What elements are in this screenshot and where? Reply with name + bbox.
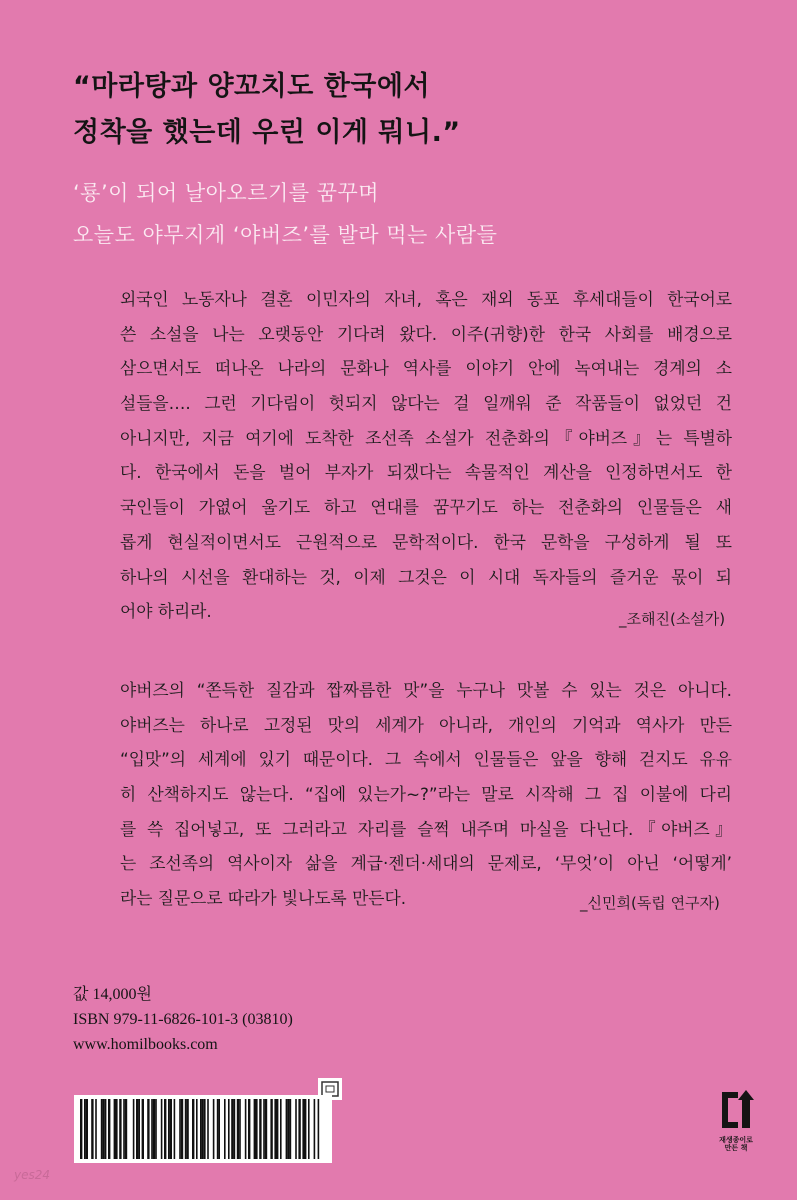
barcode-bar <box>136 1099 138 1159</box>
review-line: 야버즈의 “쫀득한 질감과 짭짜름한 맛”을 누구나 맛볼 수 있는 것은 아니다. <box>120 680 732 700</box>
review-line: 아니지만, 지금 여기에 도착한 조선족 소설가 전춘화의『야버즈』는 특별하 <box>120 427 732 448</box>
review-1-credit: _조해진(소설가) <box>619 610 726 628</box>
barcode-bar <box>287 1099 289 1159</box>
barcode-bar <box>142 1099 144 1159</box>
review-line: 롭게 현실적이면서도 근원적으로 문학적이다. 한국 문학을 구성하게 될 또 <box>120 531 732 552</box>
barcode-bar <box>245 1099 247 1159</box>
barcode-bar <box>125 1099 127 1159</box>
review-line: 야버즈는 하나로 고정된 맛의 세계가 아니라, 개인의 기억과 역사가 만든 <box>120 714 732 735</box>
review-line: 는 조선족의 역사이자 삶을 계급·젠더·세대의 문제로, ‘무엇’이 아닌 ‘어떻게’ <box>120 853 732 874</box>
barcode-bar <box>181 1099 183 1159</box>
barcode-bar <box>298 1099 300 1159</box>
review-2-credit: _신민희(독립 연구자) <box>580 894 720 912</box>
barcode-bar <box>254 1099 256 1159</box>
barcode-bar <box>213 1099 215 1159</box>
barcode-bar <box>265 1099 267 1159</box>
isbn: ISBN 979-11-6826-101-3 (03810) <box>73 1011 293 1028</box>
barcode-bar <box>155 1099 157 1159</box>
barcode-bar <box>314 1099 316 1159</box>
review-line: 외국인 노동자나 결혼 이민자의 자녀, 혹은 재외 동포 후세대들이 한국어로 <box>120 289 732 309</box>
barcode-bar <box>259 1099 261 1159</box>
barcode-bar <box>318 1099 320 1159</box>
headline-line-2: 정착을 했는데 우린 이게 뭐니.” <box>73 117 461 148</box>
barcode-bar <box>280 1099 282 1159</box>
barcode-bar <box>168 1099 170 1159</box>
barcode-bar <box>108 1099 110 1159</box>
recycle-label-1: 재생종이로 <box>719 1136 753 1144</box>
barcode-bar <box>224 1099 226 1159</box>
barcode-bar <box>270 1099 272 1159</box>
barcode-bar <box>263 1099 265 1159</box>
barcode-bar <box>101 1099 103 1159</box>
review-line: 라는 질문으로 따라가 빛나도록 만든다. <box>120 888 407 909</box>
barcode-bar <box>248 1099 250 1159</box>
review-line: “입맛”의 세계에 있기 때문이다. 그 속에서 인물들은 앞을 향해 걷지도 유유 <box>120 749 732 770</box>
website: www.homilbooks.com <box>73 1036 218 1053</box>
barcode-bar <box>237 1099 239 1159</box>
recycle-mark <box>710 1088 762 1152</box>
barcode-bar <box>95 1099 97 1159</box>
review-line: 히 산책하지도 않는다. “집에 있는가~?”라는 말로 시작해 그 집 이불에 다리 <box>120 784 732 805</box>
barcode-bar <box>151 1099 153 1159</box>
barcode-bar <box>200 1099 202 1159</box>
review-line: 를 쓱 집어넣고, 또 그러라고 자리를 슬쩍 내주며 마실을 다닌다.『야버즈』 <box>120 818 732 839</box>
review-1 <box>120 282 732 629</box>
barcode-bar <box>138 1099 140 1159</box>
barcode-bar <box>105 1099 107 1159</box>
barcode-bar <box>239 1099 241 1159</box>
barcode-bar <box>119 1099 121 1159</box>
barcode-bar <box>207 1099 209 1159</box>
recycled-paper-icon <box>716 1088 756 1132</box>
barcode-bar <box>86 1099 88 1159</box>
subheadline-line-1: ‘룡’이 되어 날아오르기를 꿈꾸며 <box>73 181 380 205</box>
barcode-bar <box>123 1099 125 1159</box>
barcode-bar <box>196 1099 198 1159</box>
book-info <box>73 982 293 1057</box>
barcode-bar <box>304 1099 306 1159</box>
barcode-bar <box>147 1099 149 1159</box>
barcode-bar <box>290 1099 292 1159</box>
barcode-bar <box>161 1099 163 1159</box>
barcode-bar <box>231 1099 233 1159</box>
review-line: 국인들이 가엾어 울기도 하고 연대를 꿈꾸기도 하는 전춘화의 인물들은 새 <box>120 497 732 518</box>
barcode-bar <box>286 1099 288 1159</box>
barcode-bar <box>102 1099 104 1159</box>
barcode-bar <box>202 1099 204 1159</box>
barcode-bar <box>276 1099 278 1159</box>
barcode-bar <box>256 1099 258 1159</box>
watermark: yes24 <box>14 1168 51 1182</box>
barcode-bar <box>164 1099 166 1159</box>
review-line: 하나의 시선을 환대하는 것, 이제 그것은 이 시대 독자들의 즐거운 몫이 되 <box>120 566 732 587</box>
barcode-bar <box>234 1099 236 1159</box>
barcode-bar <box>192 1099 194 1159</box>
barcode-bar <box>218 1099 220 1159</box>
barcode-bar <box>133 1099 135 1159</box>
barcode-bar <box>116 1099 118 1159</box>
barcode-bar <box>174 1099 176 1159</box>
review-2 <box>120 673 732 916</box>
subheadline-line-2: 오늘도 야무지게 ‘야버즈’를 발라 먹는 사람들 <box>73 223 498 247</box>
barcode-bar <box>80 1099 82 1159</box>
barcode-bar <box>114 1099 116 1159</box>
barcode-bar <box>179 1099 181 1159</box>
barcode-bar <box>170 1099 172 1159</box>
barcode-bar <box>295 1099 297 1159</box>
barcode-bar <box>274 1099 276 1159</box>
barcode-bar <box>203 1099 205 1159</box>
barcode-bar <box>185 1099 187 1159</box>
barcode-bar <box>302 1099 304 1159</box>
barcode-bar <box>186 1099 188 1159</box>
review-line: 다. 한국에서 돈을 벌어 부자가 되겠다는 속물적인 계산을 인정하면서도 한 <box>120 462 732 483</box>
recycle-label-2: 만든 책 <box>724 1144 748 1152</box>
barcode-bar <box>217 1099 219 1159</box>
review-line: 설들을…. 그런 기다림이 헛되지 않다는 걸 일깨워 준 작품들이 없었던 건 <box>120 393 732 414</box>
barcode-bar <box>153 1099 155 1159</box>
review-line: 쓴 소설을 나는 오랫동안 기다려 왔다. 이주(귀향)한 한국 사회를 배경으로 <box>120 323 732 344</box>
headline <box>73 64 461 156</box>
review-line: 삼으면서도 떠나온 나라의 문화나 역사를 이야기 안에 녹여내는 경계의 소 <box>120 358 732 379</box>
subheadline <box>73 172 497 256</box>
headline-line-1: “마라탕과 양꼬치도 한국에서 <box>73 71 431 102</box>
barcode-bar <box>308 1099 310 1159</box>
barcode-bar <box>228 1099 230 1159</box>
barcode-bar <box>84 1099 86 1159</box>
review-line: 어야 하리라. <box>120 601 212 622</box>
isbn-barcode-icon <box>74 1095 332 1163</box>
price: 값 14,000원 <box>73 986 152 1003</box>
barcode-bar <box>91 1099 93 1159</box>
